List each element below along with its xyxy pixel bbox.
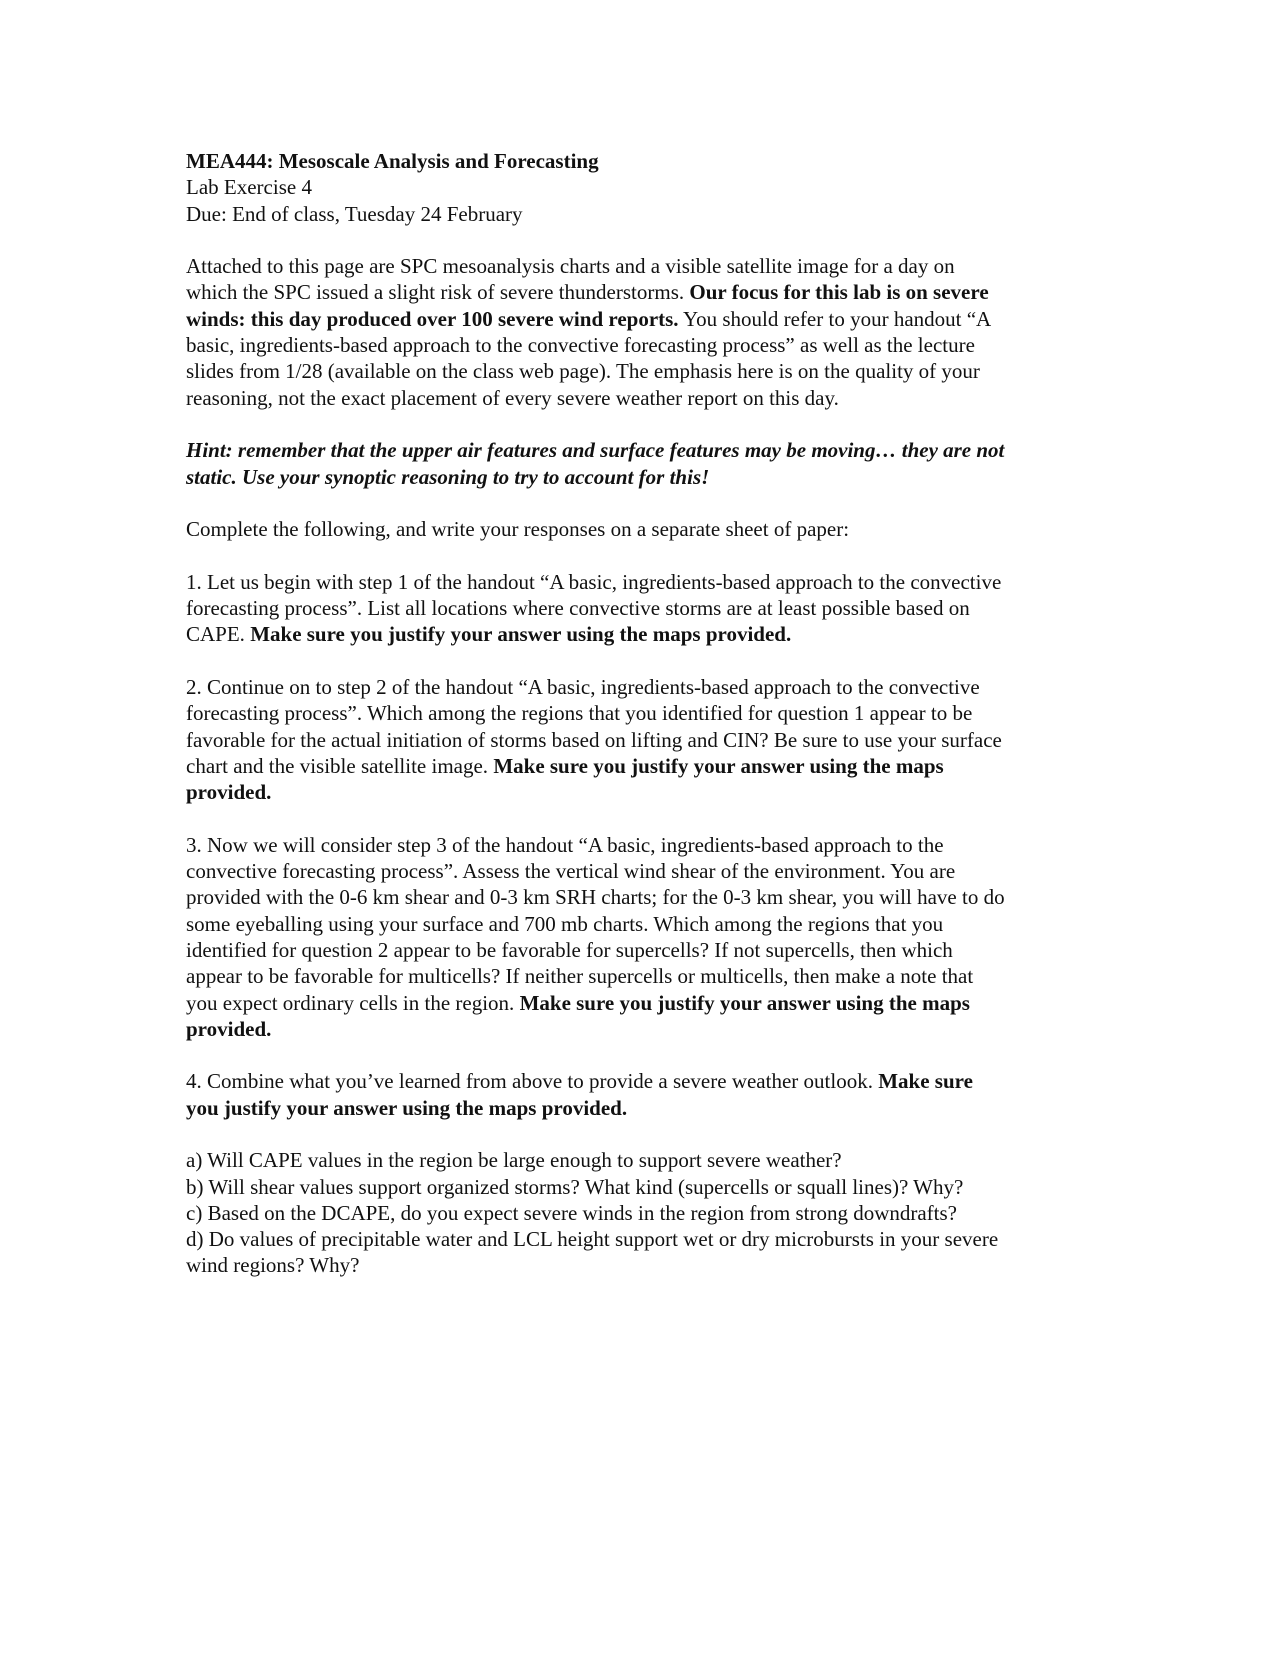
question-line: 3. Now we will consider step 3 of the handout “A basic, ingredients-based approach to the <box>186 832 944 857</box>
question-line: appear to be favorable for multicells? If neither supercells or multicells, then make a note that <box>186 964 974 989</box>
subquestion-d-continued: wind regions? Why? <box>186 1253 360 1278</box>
question-line: 2. Continue on to step 2 of the handout “A basic, ingredients-based approach to the convective <box>186 674 980 699</box>
question-line: provided with the 0-6 km shear and 0-3 km SRH charts; for the 0-3 km shear, you will have to do <box>186 885 1005 910</box>
question-line: provided. <box>186 1016 272 1041</box>
spacer <box>186 1121 1086 1147</box>
question-emphasis: Make sure you justify your answer using the maps <box>493 753 944 778</box>
question-line: 1. Let us begin with step 1 of the handout “A basic, ingredients-based approach to the convective <box>186 569 1002 594</box>
hint-line: Hint: remember that the upper air features and surface features may be moving… they are not <box>186 438 1005 463</box>
question-line: forecasting process”. List all locations where convective storms are at least possible based on <box>186 596 970 621</box>
question-3 <box>186 832 1086 1042</box>
intro-line: basic, ingredients-based approach to the convective forecasting process” as well as the lecture <box>186 333 975 358</box>
question-line <box>186 990 1086 1016</box>
question-line: provided. <box>186 780 272 805</box>
question-4 <box>186 1068 1086 1121</box>
question-text: you expect ordinary cells in the region. <box>186 990 515 1015</box>
subquestion-c: c) Based on the DCAPE, do you expect severe winds in the region from strong downdrafts? <box>186 1200 957 1225</box>
hint-paragraph <box>186 437 1086 490</box>
subquestion-d: d) Do values of precipitable water and LCL height support wet or dry microbursts in your severe <box>186 1227 999 1252</box>
spacer <box>186 411 1086 437</box>
question-line <box>186 1068 1086 1094</box>
subquestion-list <box>186 1147 1086 1278</box>
question-line <box>186 621 1086 647</box>
question-2 <box>186 674 1086 805</box>
question-line: convective forecasting process”. Assess the vertical wind shear of the environment. You are <box>186 859 956 884</box>
subquestion-a: a) Will CAPE values in the region be large enough to support severe weather? <box>186 1148 842 1173</box>
question-line: some eyeballing using your surface and 700 mb charts. Which among the regions that you <box>186 911 944 936</box>
spacer <box>186 648 1086 674</box>
spacer <box>186 490 1086 516</box>
spacer <box>186 542 1086 568</box>
question-text: chart and the visible satellite image. <box>186 753 489 778</box>
intro-line: slides from 1/28 (available on the class web page). The emphasis here is on the quality of your <box>186 359 980 384</box>
question-text: CAPE. <box>186 622 245 647</box>
lab-name: Lab Exercise 4 <box>186 175 312 200</box>
question-line: identified for question 2 appear to be favorable for supercells? If not supercells, then which <box>186 937 953 962</box>
subquestion-b: b) Will shear values support organized storms? What kind (supercells or squall lines)? Why? <box>186 1174 964 1199</box>
intro-line: reasoning, not the exact placement of every severe weather report on this day. <box>186 385 839 410</box>
intro-emphasis: Our focus for this lab is on severe <box>689 280 989 305</box>
question-line <box>186 753 1086 779</box>
question-line: you justify your answer using the maps provided. <box>186 1095 628 1120</box>
intro-emphasis: winds: this day produced over 100 severe wind reports. <box>186 306 679 331</box>
course-title: MEA444: Mesoscale Analysis and Forecasting <box>186 149 599 173</box>
question-line: forecasting process”. Which among the regions that you identified for question 1 appear to be <box>186 701 973 726</box>
document-page <box>186 148 1086 1279</box>
spacer <box>186 1042 1086 1068</box>
question-line: favorable for the actual initiation of storms based on lifting and CIN? Be sure to use your surface <box>186 727 1002 752</box>
instructions: Complete the following, and write your responses on a separate sheet of paper: <box>186 517 850 542</box>
spacer <box>186 227 1086 253</box>
intro-line: Attached to this page are SPC mesoanalysis charts and a visible satellite image for a day on <box>186 254 955 279</box>
intro-text: You should refer to your handout “A <box>683 306 992 331</box>
intro-paragraph <box>186 253 1086 411</box>
question-1 <box>186 569 1086 648</box>
due-date: Due: End of class, Tuesday 24 February <box>186 201 523 226</box>
question-text: 4. Combine what you’ve learned from above to provide a severe weather outlook. <box>186 1069 873 1094</box>
hint-line: static. Use your synoptic reasoning to try to account for this! <box>186 464 710 489</box>
intro-line <box>186 279 1086 305</box>
question-emphasis: Make sure you justify your answer using the maps <box>519 990 970 1015</box>
spacer <box>186 805 1086 831</box>
intro-text: which the SPC issued a slight risk of severe thunderstorms. <box>186 280 685 305</box>
question-emphasis: Make sure <box>878 1069 973 1094</box>
question-emphasis: Make sure you justify your answer using the maps provided. <box>250 622 792 647</box>
intro-line <box>186 306 1086 332</box>
